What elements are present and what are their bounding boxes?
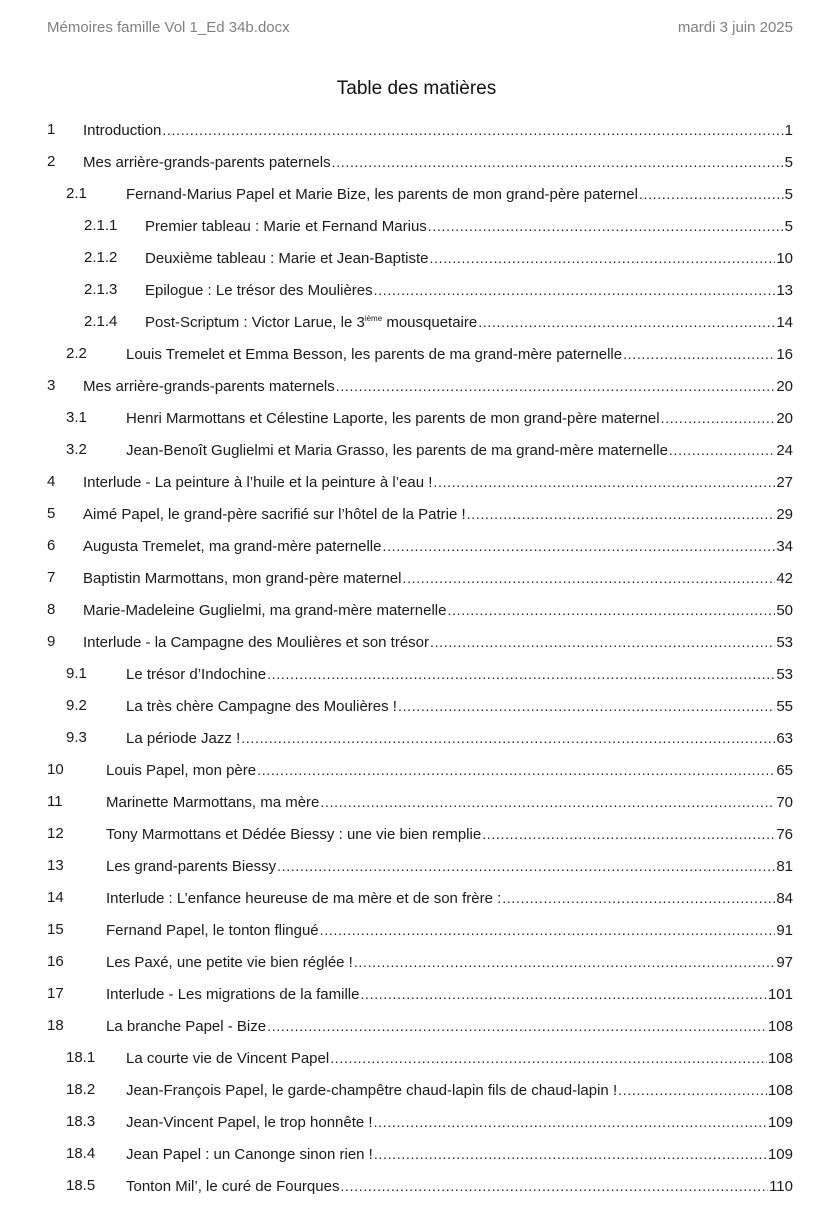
- toc-entry-number: 4: [47, 473, 56, 490]
- toc-entry-number: 18.1: [66, 1049, 96, 1066]
- toc-entry[interactable]: [0, 1106, 833, 1138]
- toc-entry[interactable]: [0, 946, 833, 978]
- toc-entry-label[interactable]: [83, 506, 466, 524]
- toc-entry-line: [83, 505, 793, 524]
- toc-entry[interactable]: [0, 754, 833, 786]
- toc-entry-label-text: Fernand-Marius Papel et Marie Bize, les parents de mon grand-père paternel: [126, 185, 638, 203]
- toc-entry-label-text: Post-Scriptum : Victor Larue, le 3: [145, 313, 365, 331]
- toc-entry-label[interactable]: [126, 730, 240, 748]
- toc-entry-label[interactable]: [126, 666, 266, 684]
- toc-entry[interactable]: [0, 146, 833, 178]
- toc-dot-leader: [639, 185, 784, 204]
- toc-dot-leader: [336, 377, 776, 396]
- toc-entry-line: [126, 665, 793, 684]
- toc-entry-label-text: La très chère Campagne des Moulières !: [126, 697, 397, 715]
- toc-entry[interactable]: [0, 338, 833, 370]
- toc-entry[interactable]: [0, 466, 833, 498]
- toc-entry-number: 9.3: [66, 729, 87, 746]
- toc-entry-line: [126, 345, 793, 364]
- toc-entry[interactable]: [0, 210, 833, 242]
- toc-entry-line: [126, 1081, 793, 1100]
- toc-entry-number: 13: [47, 857, 64, 874]
- toc-entry-number: 3.2: [66, 441, 87, 458]
- toc-entry-label-suffix: mousquetaire: [382, 313, 478, 331]
- toc-entry-line: [83, 601, 793, 620]
- toc-entry-label[interactable]: [83, 570, 401, 588]
- toc-entry-number: 9.1: [66, 665, 87, 682]
- toc-entry-number: 18.2: [66, 1081, 96, 1098]
- toc-entry-line: [83, 569, 793, 588]
- toc-dot-leader: [398, 697, 775, 716]
- toc-entry-label-text: Louis Tremelet et Emma Besson, les parents de ma grand-mère paternelle: [126, 345, 623, 363]
- toc-entry-page-number[interactable]: 53: [776, 665, 793, 683]
- toc-entry-label[interactable]: [126, 346, 622, 364]
- toc-entry-page-number[interactable]: 20: [776, 409, 793, 427]
- toc-entry-page-number[interactable]: 20: [776, 377, 793, 395]
- toc-entry-label[interactable]: [106, 890, 501, 908]
- toc-entry-page-number[interactable]: 108: [767, 1017, 793, 1035]
- toc-entry-number: 6: [47, 537, 56, 554]
- toc-entry-label-text: Jean-François Papel, le garde-champêtre chaud-lapin fils de chaud-lapin !: [126, 1081, 618, 1099]
- table-of-contents: [0, 114, 833, 1202]
- toc-entry-label[interactable]: [106, 794, 319, 812]
- toc-entry-label-text: Mes arrière-grands-parents paternels: [83, 153, 331, 171]
- toc-entry-label-text: Interlude - Les migrations de la famille: [106, 985, 360, 1003]
- toc-entry-line: [83, 121, 793, 140]
- toc-entry-line: [106, 761, 793, 780]
- toc-entry-line: [106, 1017, 793, 1036]
- toc-entry-label[interactable]: [106, 858, 276, 876]
- toc-entry-label-text: Les grand-parents Biessy: [106, 857, 277, 875]
- toc-dot-leader: [330, 1049, 767, 1068]
- toc-entry-page-number[interactable]: 29: [776, 505, 793, 523]
- toc-entry-number: 1: [47, 121, 56, 138]
- toc-entry-number: 2.2: [66, 345, 87, 362]
- toc-entry-label-text: Marie-Madeleine Guglielmi, ma grand-mère maternelle: [83, 601, 447, 619]
- toc-entry-page-number[interactable]: 13: [776, 281, 793, 299]
- toc-entry[interactable]: [0, 1074, 833, 1106]
- toc-dot-leader: [257, 761, 775, 780]
- toc-entry-label-text: Aimé Papel, le grand-père sacrifié sur l’hôtel de la Patrie !: [83, 505, 466, 523]
- toc-entry[interactable]: [0, 498, 833, 530]
- toc-entry-line: [83, 473, 793, 492]
- toc-entry[interactable]: [0, 178, 833, 210]
- toc-entry-line: [145, 249, 793, 268]
- toc-entry-line: [126, 1177, 793, 1196]
- toc-entry-label[interactable]: [126, 1050, 329, 1068]
- toc-entry-page-number[interactable]: 53: [776, 633, 793, 651]
- toc-entry-number: 18.4: [66, 1145, 96, 1162]
- toc-entry-page-number[interactable]: 1: [784, 121, 793, 139]
- toc-dot-leader: [267, 665, 775, 684]
- toc-entry-number: 11: [47, 793, 63, 810]
- toc-entry[interactable]: [0, 242, 833, 274]
- toc-entry-number: 7: [47, 569, 56, 586]
- toc-title: Table des matières: [336, 78, 497, 99]
- toc-entry-page-number[interactable]: 5: [784, 217, 793, 235]
- toc-entry-page-number[interactable]: 108: [767, 1049, 793, 1067]
- toc-entry-page-number[interactable]: 84: [776, 889, 793, 907]
- toc-dot-leader: [374, 281, 776, 300]
- toc-entry-number: 15: [47, 921, 64, 938]
- toc-entry-label[interactable]: [83, 154, 331, 172]
- toc-entry-page-number[interactable]: 109: [767, 1113, 793, 1131]
- toc-entry[interactable]: [0, 882, 833, 914]
- toc-dot-leader: [332, 153, 784, 172]
- toc-entry[interactable]: [0, 562, 833, 594]
- toc-entry-label[interactable]: [83, 538, 381, 556]
- toc-entry[interactable]: [0, 530, 833, 562]
- toc-dot-leader: [430, 633, 775, 652]
- toc-entry[interactable]: [0, 1170, 833, 1202]
- toc-entry-label-text: Deuxième tableau : Marie et Jean-Baptiste: [145, 249, 429, 267]
- toc-dot-leader: [374, 1113, 767, 1132]
- toc-entry-label[interactable]: [126, 410, 660, 428]
- toc-dot-leader: [447, 601, 775, 620]
- toc-dot-leader: [340, 1177, 768, 1196]
- toc-dot-leader: [277, 857, 775, 876]
- toc-entry-label-superscript: ième: [364, 313, 383, 323]
- toc-dot-leader: [241, 729, 775, 748]
- toc-entry-label-text: Epilogue : Le trésor des Moulières: [145, 281, 373, 299]
- toc-entry[interactable]: [0, 850, 833, 882]
- toc-dot-leader: [467, 505, 776, 524]
- toc-entry-label[interactable]: [106, 986, 359, 1004]
- toc-entry[interactable]: [0, 306, 833, 338]
- toc-entry-label-text: Jean-Vincent Papel, le trop honnête !: [126, 1113, 373, 1131]
- toc-entry-line: [106, 825, 793, 844]
- toc-entry-label[interactable]: [106, 922, 319, 940]
- toc-entry-label[interactable]: [83, 378, 335, 396]
- toc-entry-page-number[interactable]: 108: [767, 1081, 793, 1099]
- toc-entry-number: 18.5: [66, 1177, 96, 1194]
- toc-entry-line: [106, 921, 793, 940]
- toc-entry-page-number[interactable]: 27: [776, 473, 793, 491]
- toc-entry-line: [83, 537, 793, 556]
- toc-entry[interactable]: [0, 786, 833, 818]
- toc-entry-label-text: Baptistin Marmottans, mon grand-père maternel: [83, 569, 402, 587]
- toc-entry-page-number[interactable]: 91: [776, 921, 793, 939]
- toc-entry[interactable]: [0, 914, 833, 946]
- toc-entry[interactable]: [0, 1010, 833, 1042]
- toc-dot-leader: [623, 345, 775, 364]
- toc-dot-leader: [360, 985, 767, 1004]
- toc-entry-label-text: Tonton Mil’, le curé de Fourques: [126, 1177, 340, 1195]
- toc-dot-leader: [478, 313, 775, 332]
- toc-entry-page-number[interactable]: 24: [776, 441, 793, 459]
- toc-dot-leader: [433, 473, 775, 492]
- toc-entry-number: 5: [47, 505, 56, 522]
- toc-entry-line: [126, 409, 793, 428]
- toc-entry-label-text: Interlude - la Campagne des Moulières et son trésor: [83, 633, 430, 651]
- toc-entry-page-number[interactable]: 70: [776, 793, 793, 811]
- toc-entry[interactable]: [0, 978, 833, 1010]
- toc-entry-number: 2.1.4: [84, 313, 118, 330]
- toc-entry-label-text: Jean Papel : un Canonge sinon rien !: [126, 1145, 373, 1163]
- toc-entry-page-number[interactable]: 81: [776, 857, 793, 875]
- toc-entry[interactable]: [0, 722, 833, 754]
- toc-entry-line: [83, 633, 793, 652]
- page-header: [47, 19, 793, 36]
- toc-entry-page-number[interactable]: 55: [776, 697, 793, 715]
- toc-entry[interactable]: [0, 626, 833, 658]
- toc-entry-line: [106, 793, 793, 812]
- toc-entry-page-number[interactable]: 109: [767, 1145, 793, 1163]
- toc-entry-page-number[interactable]: 5: [784, 153, 793, 171]
- toc-entry[interactable]: [0, 402, 833, 434]
- toc-entry-line: [145, 281, 793, 300]
- toc-entry-number: 2.1.3: [84, 281, 118, 298]
- toc-entry[interactable]: [0, 818, 833, 850]
- toc-entry-line: [126, 1049, 793, 1068]
- toc-entry-line: [83, 153, 793, 172]
- toc-entry-label-text: La courte vie de Vincent Papel: [126, 1049, 330, 1067]
- toc-entry-label-text: Les Paxé, une petite vie bien réglée !: [106, 953, 353, 971]
- toc-entry-page-number[interactable]: 14: [776, 313, 793, 331]
- toc-entry-label[interactable]: [83, 122, 161, 140]
- toc-entry-page-number[interactable]: 42: [776, 569, 793, 587]
- toc-dot-leader: [428, 217, 784, 236]
- toc-entry-number: 17: [47, 985, 64, 1002]
- toc-entry-label[interactable]: [83, 474, 432, 492]
- toc-entry-page-number[interactable]: 110: [769, 1177, 793, 1195]
- toc-entry[interactable]: [0, 1042, 833, 1074]
- toc-entry-line: [126, 1113, 793, 1132]
- toc-entry-label[interactable]: [83, 634, 429, 652]
- toc-entry-label[interactable]: [106, 1018, 266, 1036]
- toc-entry-number: 14: [47, 889, 64, 906]
- toc-entry-number: 9.2: [66, 697, 87, 714]
- toc-entry-label[interactable]: [83, 602, 446, 620]
- toc-entry-line: [106, 857, 793, 876]
- toc-dot-leader: [429, 249, 775, 268]
- toc-entry[interactable]: [0, 370, 833, 402]
- toc-entry-line: [83, 377, 793, 396]
- toc-entry-label-text: Louis Papel, mon père: [106, 761, 257, 779]
- toc-entry-label[interactable]: [126, 1146, 373, 1164]
- toc-entry[interactable]: [0, 658, 833, 690]
- toc-dot-leader: [320, 921, 776, 940]
- toc-dot-leader: [382, 537, 775, 556]
- toc-entry-label[interactable]: [126, 1114, 373, 1132]
- toc-entry-line: [145, 313, 793, 332]
- toc-entry[interactable]: [0, 594, 833, 626]
- toc-entry-number: 18.3: [66, 1113, 96, 1130]
- toc-entry-number: 2: [47, 153, 56, 170]
- toc-entry-line: [106, 953, 793, 972]
- toc-entry-label[interactable]: [126, 1178, 339, 1196]
- toc-entry-label[interactable]: [126, 442, 668, 460]
- toc-entry-number: 16: [47, 953, 64, 970]
- toc-entry-line: [106, 889, 793, 908]
- toc-entry-label[interactable]: [145, 250, 428, 268]
- toc-entry-number: 12: [47, 825, 64, 842]
- toc-entry-page-number[interactable]: 10: [776, 249, 793, 267]
- document-date: mardi 3 juin 2025: [677, 19, 793, 36]
- toc-dot-leader: [661, 409, 776, 428]
- document-filename: Mémoires famille Vol 1_Ed 34b.docx: [47, 19, 290, 36]
- toc-entry-number: 2.1.2: [84, 249, 118, 266]
- toc-entry[interactable]: [0, 274, 833, 306]
- toc-entry-label-text: Tony Marmottans et Dédée Biessy : une vie bien remplie: [106, 825, 482, 843]
- toc-entry[interactable]: [0, 114, 833, 146]
- toc-entry-line: [126, 1145, 793, 1164]
- toc-entry-page-number[interactable]: 101: [767, 985, 793, 1003]
- toc-entry-page-number[interactable]: 34: [776, 537, 793, 555]
- toc-entry[interactable]: [0, 690, 833, 722]
- toc-entry-page-number[interactable]: 5: [784, 185, 793, 203]
- toc-entry-number: 3.1: [66, 409, 87, 426]
- toc-dot-leader: [354, 953, 775, 972]
- toc-entry-number: 8: [47, 601, 56, 618]
- toc-entry-label-text: Interlude - La peinture à l’huile et la peinture à l’eau !: [83, 473, 433, 491]
- toc-entry-label[interactable]: [126, 698, 397, 716]
- toc-entry-line: [126, 729, 793, 748]
- toc-entry-label-text: Premier tableau : Marie et Fernand Marius: [145, 217, 427, 235]
- toc-entry-page-number[interactable]: 65: [776, 761, 793, 779]
- toc-entry-number: 10: [47, 761, 64, 778]
- toc-entry-number: 9: [47, 633, 56, 650]
- toc-entry-label-text: La branche Papel - Bize: [106, 1017, 267, 1035]
- toc-entry-line: [126, 441, 793, 460]
- toc-dot-leader: [402, 569, 775, 588]
- toc-entry-page-number[interactable]: 50: [776, 601, 793, 619]
- toc-entry-label[interactable]: [145, 282, 373, 300]
- toc-dot-leader: [482, 825, 775, 844]
- toc-entry-line: [126, 185, 793, 204]
- toc-entry-label-text: Le trésor d’Indochine: [126, 665, 267, 683]
- toc-dot-leader: [618, 1081, 767, 1100]
- toc-entry-number: 2.1.1: [84, 217, 118, 234]
- toc-entry-line: [106, 985, 793, 1004]
- toc-entry-number: 18: [47, 1017, 64, 1034]
- toc-entry-label-text: Mes arrière-grands-parents maternels: [83, 377, 335, 395]
- toc-entry-label-text: Augusta Tremelet, ma grand-mère paternelle: [83, 537, 382, 555]
- toc-entry-line: [126, 697, 793, 716]
- toc-entry-label-text: Introduction: [83, 121, 162, 139]
- toc-entry-number: 2.1: [66, 185, 87, 202]
- toc-entry-label-text: Fernand Papel, le tonton flingué: [106, 921, 319, 939]
- toc-entry-label-text: Henri Marmottans et Célestine Laporte, les parents de mon grand-père maternel: [126, 409, 660, 427]
- toc-entry-page-number[interactable]: 16: [776, 345, 793, 363]
- toc-entry-label[interactable]: [126, 1082, 617, 1100]
- toc-entry-label[interactable]: [106, 954, 353, 972]
- toc-entry-label[interactable]: [126, 186, 638, 204]
- toc-entry-label[interactable]: [145, 218, 427, 236]
- toc-entry-page-number[interactable]: 97: [776, 953, 793, 971]
- toc-dot-leader: [162, 121, 783, 140]
- toc-entry-label[interactable]: [106, 826, 481, 844]
- toc-entry-page-number[interactable]: 63: [776, 729, 793, 747]
- toc-entry-label[interactable]: [106, 762, 256, 780]
- toc-entry-line: [145, 217, 793, 236]
- toc-entry-label[interactable]: [145, 314, 477, 332]
- toc-entry-page-number[interactable]: 76: [776, 825, 793, 843]
- toc-dot-leader: [502, 889, 775, 908]
- toc-entry-label-text: La période Jazz !: [126, 729, 241, 747]
- toc-entry[interactable]: [0, 434, 833, 466]
- toc-entry-number: 3: [47, 377, 56, 394]
- toc-entry-label-text: Marinette Marmottans, ma mère: [106, 793, 320, 811]
- toc-dot-leader: [267, 1017, 767, 1036]
- toc-entry-label-text: Jean-Benoît Guglielmi et Maria Grasso, les parents de ma grand-mère maternelle: [126, 441, 668, 459]
- toc-entry-label-text: Interlude : L’enfance heureuse de ma mère et de son frère :: [106, 889, 502, 907]
- toc-dot-leader: [669, 441, 775, 460]
- toc-dot-leader: [320, 793, 775, 812]
- toc-dot-leader: [374, 1145, 767, 1164]
- toc-entry[interactable]: [0, 1138, 833, 1170]
